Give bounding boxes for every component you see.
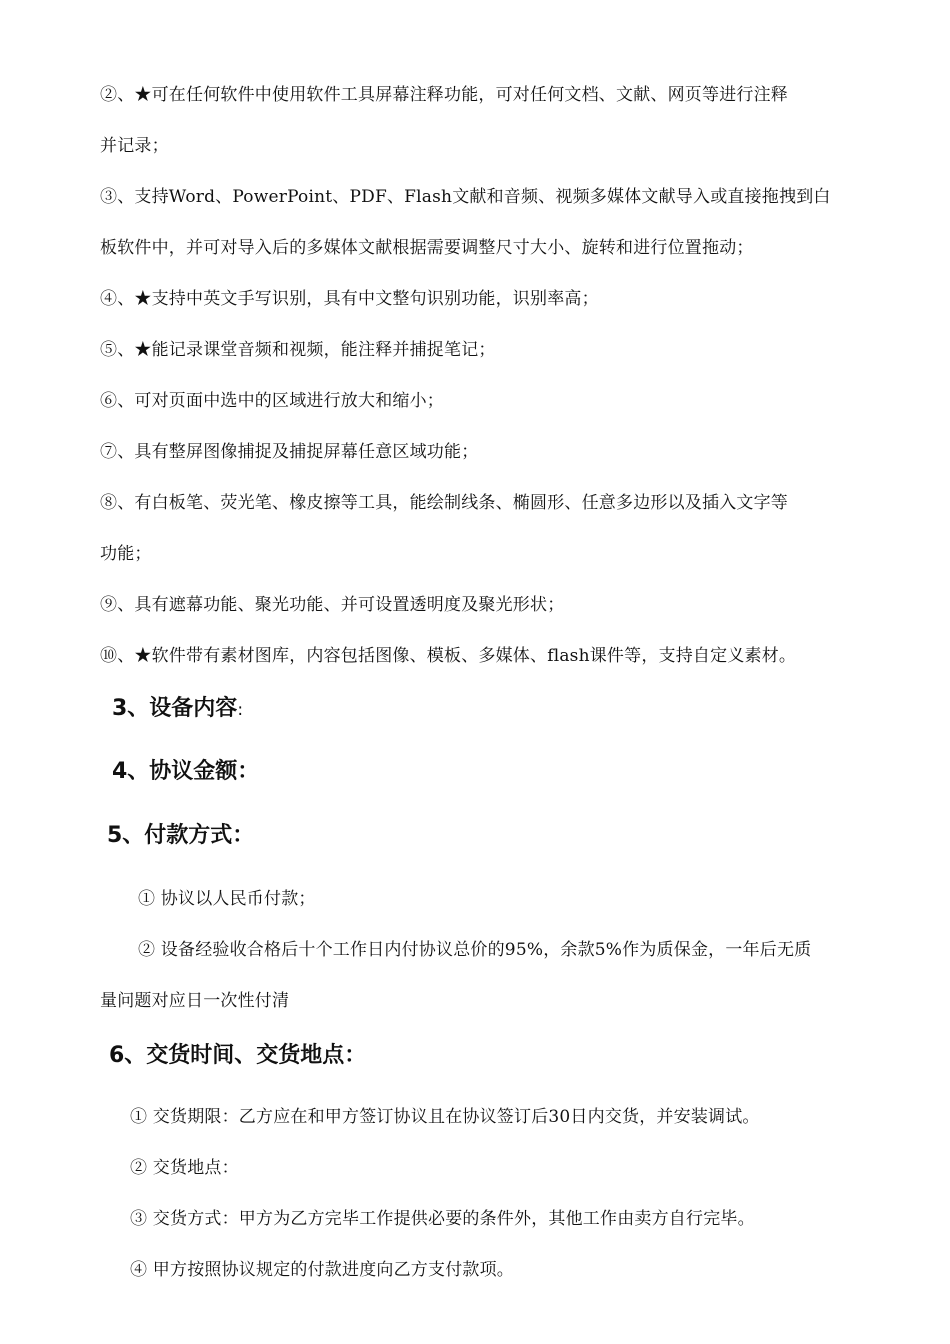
section-6-paragraph-3: ③ 交货方式：甲方为乙方完毕工作提供必要的条件外，其他工作由卖方自行完毕。 [130,1209,755,1229]
section-6-paragraph-2: ② 交货地点： [130,1158,239,1178]
item-9: ⑨、具有遮幕功能、聚光功能、并可设置透明度及聚光形状； [100,595,565,615]
section-4-heading: 4、协议金额： [112,759,260,784]
section-3-title: 3、设备内容 [112,696,238,721]
item-8-line-1: ⑧、有白板笔、荧光笔、橡皮擦等工具，能绘制线条、椭圆形、任意多边形以及插入文字等 [100,493,788,513]
section-5-paragraph-1: ① 协议以人民币付款； [138,889,316,909]
item-3-line-1: ③、支持Word、PowerPoint、PDF、Flash文献和音频、视频多媒体文献导入或直接拖拽到白 [100,187,831,207]
section-3-heading [112,695,243,724]
section-6-paragraph-4: ④ 甲方按照协议规定的付款进度向乙方支付款项。 [130,1260,515,1280]
section-5-heading: 5、付款方式： [107,823,255,848]
item-10: ⑩、★软件带有素材图库，内容包括图像、模板、多媒体、flash课件等，支持自定义素材。 [100,646,797,666]
section-5-paragraph-2-line-2: 量问题对应日一次性付清 [100,991,290,1011]
item-2-line-1: ②、★可在任何软件中使用软件工具屏幕注释功能，可对任何文档、文献、网页等进行注释 [100,85,788,105]
item-2-line-2: 并记录； [100,136,169,156]
item-3-line-2: 板软件中，并可对导入后的多媒体文献根据需要调整尺寸大小、旋转和进行位置拖动； [100,238,754,258]
section-5-paragraph-2-line-1: ② 设备经验收合格后十个工作日内付协议总价的95%，余款5%作为质保金，一年后无质 [138,940,812,960]
item-5: ⑤、★能记录课堂音频和视频，能注释并捕捉笔记； [100,340,496,360]
item-4: ④、★支持中英文手写识别，具有中文整句识别功能，识别率高； [100,289,599,309]
section-6-heading: 6、交货时间、交货地点： [109,1043,367,1068]
section-3-colon: : [237,700,244,720]
item-6: ⑥、可对页面中选中的区域进行放大和缩小； [100,391,444,411]
item-8-line-2: 功能； [100,544,152,564]
section-6-paragraph-1: ① 交货期限：乙方应在和甲方签订协议且在协议签订后30日内交货，并安装调试。 [130,1107,760,1127]
item-7: ⑦、具有整屏图像捕捉及捕捉屏幕任意区域功能； [100,442,479,462]
